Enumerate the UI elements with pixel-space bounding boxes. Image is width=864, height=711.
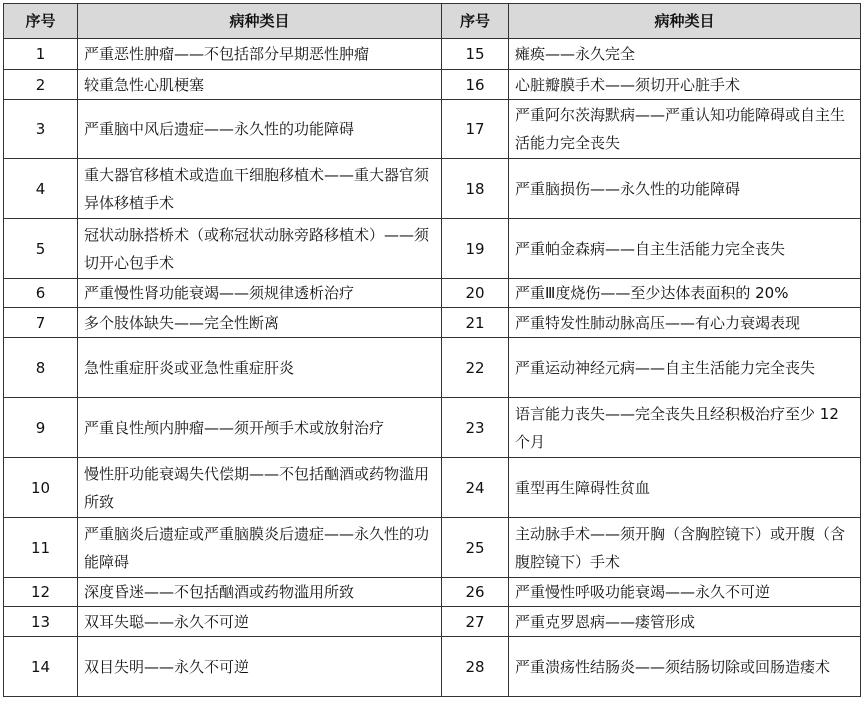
seq-cell-right: 22 [442, 338, 509, 398]
seq-cell-right: 17 [442, 100, 509, 159]
table-row [4, 578, 861, 607]
seq-cell-left: 9 [4, 398, 78, 458]
seq-cell-left: 1 [4, 39, 78, 70]
category-cell-right: 重型再生障碍性贫血 [509, 458, 861, 518]
seq-cell-right: 26 [442, 578, 509, 607]
seq-cell-right: 20 [442, 279, 509, 308]
category-cell-right: 严重慢性呼吸功能衰竭——永久不可逆 [509, 578, 861, 607]
seq-cell-left: 5 [4, 219, 78, 279]
seq-cell-right: 24 [442, 458, 509, 518]
category-cell-right: 严重克罗恩病——瘘管形成 [509, 607, 861, 637]
category-cell-left: 双耳失聪——永久不可逆 [78, 607, 442, 637]
category-cell-left: 严重良性颅内肿瘤——须开颅手术或放射治疗 [78, 398, 442, 458]
seq-cell-left: 8 [4, 338, 78, 398]
seq-cell-left: 2 [4, 70, 78, 100]
table-row [4, 458, 861, 518]
category-cell-right: 严重帕金森病——自主生活能力完全丧失 [509, 219, 861, 279]
seq-cell-left: 12 [4, 578, 78, 607]
table-row [4, 70, 861, 100]
category-cell-right: 严重Ⅲ度烧伤——至少达体表面积的 20% [509, 279, 861, 308]
header-row [4, 4, 861, 39]
category-cell-left: 慢性肝功能衰竭失代偿期——不包括酗酒或药物滥用所致 [78, 458, 442, 518]
table-row [4, 279, 861, 308]
category-cell-left: 急性重症肝炎或亚急性重症肝炎 [78, 338, 442, 398]
header-seq-right: 序号 [442, 4, 509, 39]
seq-cell-right: 23 [442, 398, 509, 458]
category-cell-left: 重大器官移植术或造血干细胞移植术——重大器官须异体移植手术 [78, 159, 442, 219]
category-cell-left: 冠状动脉搭桥术（或称冠状动脉旁路移植术）——须切开心包手术 [78, 219, 442, 279]
table-row [4, 338, 861, 398]
seq-cell-left: 10 [4, 458, 78, 518]
seq-cell-left: 14 [4, 637, 78, 697]
category-cell-right: 严重运动神经元病——自主生活能力完全丧失 [509, 338, 861, 398]
table-row [4, 100, 861, 159]
header-seq-left: 序号 [4, 4, 78, 39]
table-row [4, 159, 861, 219]
seq-cell-right: 18 [442, 159, 509, 219]
category-cell-right: 心脏瓣膜手术——须切开心脏手术 [509, 70, 861, 100]
table-row [4, 398, 861, 458]
seq-cell-left: 7 [4, 308, 78, 338]
category-cell-right: 严重脑损伤——永久性的功能障碍 [509, 159, 861, 219]
seq-cell-right: 27 [442, 607, 509, 637]
category-cell-left: 严重恶性肿瘤——不包括部分早期恶性肿瘤 [78, 39, 442, 70]
seq-cell-right: 16 [442, 70, 509, 100]
category-cell-left: 严重脑炎后遗症或严重脑膜炎后遗症——永久性的功能障碍 [78, 518, 442, 578]
category-cell-right: 严重阿尔茨海默病——严重认知功能障碍或自主生活能力完全丧失 [509, 100, 861, 159]
seq-cell-right: 19 [442, 219, 509, 279]
table-row [4, 308, 861, 338]
category-cell-right: 主动脉手术——须开胸（含胸腔镜下）或开腹（含腹腔镜下）手术 [509, 518, 861, 578]
seq-cell-right: 28 [442, 637, 509, 697]
category-cell-right: 严重溃疡性结肠炎——须结肠切除或回肠造瘘术 [509, 637, 861, 697]
header-category-right: 病种类目 [509, 4, 861, 39]
seq-cell-left: 11 [4, 518, 78, 578]
category-cell-left: 严重慢性肾功能衰竭——须规律透析治疗 [78, 279, 442, 308]
category-cell-right: 严重特发性肺动脉高压——有心力衰竭表现 [509, 308, 861, 338]
category-cell-left: 深度昏迷——不包括酗酒或药物滥用所致 [78, 578, 442, 607]
category-cell-left: 双目失明——永久不可逆 [78, 637, 442, 697]
category-cell-left: 多个肢体缺失——完全性断离 [78, 308, 442, 338]
seq-cell-left: 13 [4, 607, 78, 637]
table-row [4, 518, 861, 578]
seq-cell-right: 15 [442, 39, 509, 70]
category-cell-left: 严重脑中风后遗症——永久性的功能障碍 [78, 100, 442, 159]
category-cell-right: 瘫痪——永久完全 [509, 39, 861, 70]
disease-table [3, 3, 861, 697]
table-row [4, 39, 861, 70]
seq-cell-left: 3 [4, 100, 78, 159]
table-row [4, 219, 861, 279]
table-row [4, 607, 861, 637]
category-cell-left: 较重急性心肌梗塞 [78, 70, 442, 100]
header-category-left: 病种类目 [78, 4, 442, 39]
seq-cell-right: 25 [442, 518, 509, 578]
seq-cell-right: 21 [442, 308, 509, 338]
seq-cell-left: 6 [4, 279, 78, 308]
seq-cell-left: 4 [4, 159, 78, 219]
category-cell-right: 语言能力丧失——完全丧失且经积极治疗至少 12 个月 [509, 398, 861, 458]
table-row [4, 637, 861, 697]
